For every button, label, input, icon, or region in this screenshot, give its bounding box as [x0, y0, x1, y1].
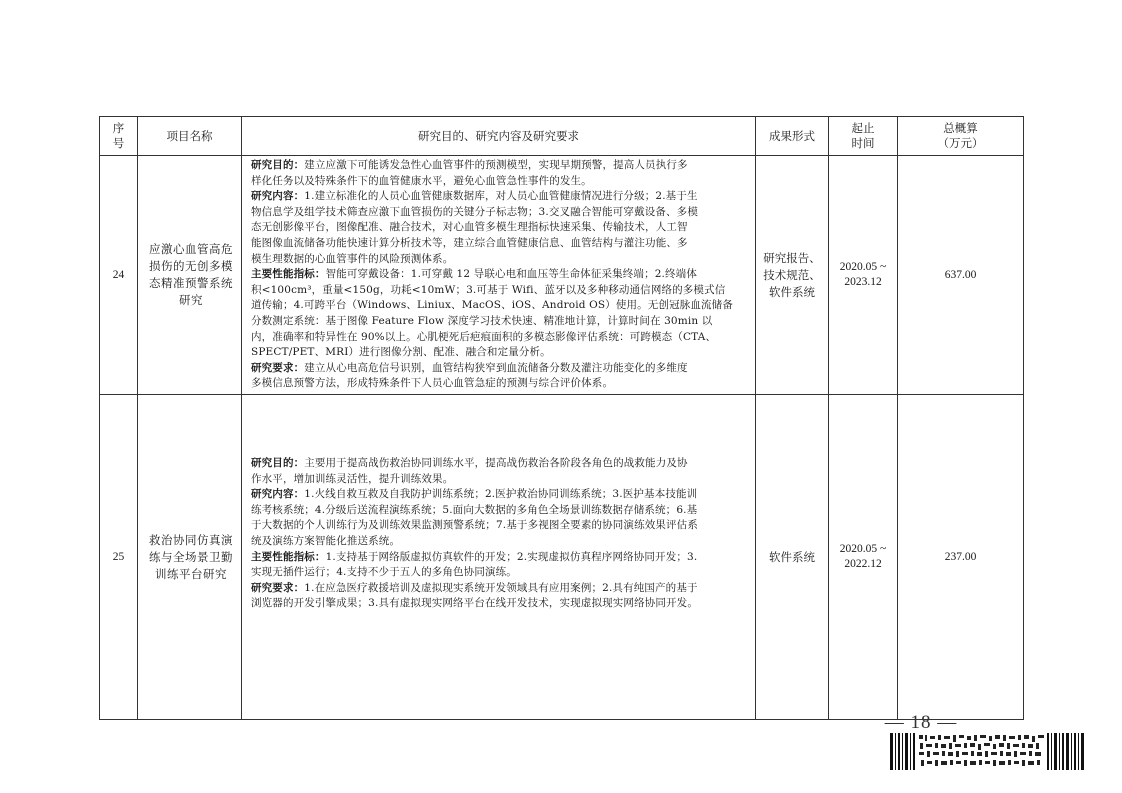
row-project-name: 救治协同仿真演 练与全场景卫勤 训练平台研究: [138, 395, 242, 720]
table-header-row: [100, 117, 1024, 156]
row-budget: 637.00: [898, 156, 1024, 395]
row-content: [242, 156, 756, 395]
table-row: [100, 156, 1024, 395]
table-row: [100, 395, 1024, 720]
barcode-icon: [889, 733, 1085, 770]
content-line: 研究要求：建立从心电高危信号识别，血管结构狭窄到血流储备分数及灌注功能变化的多维度: [251, 361, 688, 374]
row-content: [242, 395, 756, 720]
content-line: SPECT/PET、MRI）进行图像分割、配准、融合和定量分析。: [251, 346, 551, 359]
content-line: 主要性能指标：1.支持基于网络版虚拟仿真软件的开发；2.实现虚拟仿真程序网络协同开发；3.: [251, 550, 698, 563]
content-line: 模生理数据的心血管事件的风险预测体系。: [251, 252, 454, 265]
content-line: 浏览器的开发引擎成果；3.具有虚拟现实网络平台在线开发技术，实现虚拟现实网络协同开发。: [251, 597, 698, 610]
content-line: 样化任务以及特殊条件下的血管健康水平，避免心血管急性事件的发生。: [251, 174, 592, 187]
content-line: 分数测定系统：基于图像 Feature Flow 深度学习技术快速、精准地计算，计算时间在 30min 以: [251, 314, 713, 327]
row-seq: 25: [100, 395, 138, 720]
content-line: 练考核系统；4.分级后送流程演练系统；5.面向大数据的多角色全场景训练数据存储系统；6.基: [251, 503, 698, 516]
content-line: 于大数据的个人训练行为及训练效果监测预警系统；7.基于多视图全要素的协同演练效果评估系: [251, 519, 698, 532]
header-outcome: 成果形式: [756, 117, 829, 156]
row-period: 2020.05 ~ 2023.12: [829, 156, 898, 395]
page-number: — 18 —: [884, 712, 958, 733]
content-line: 内，准确率和特异性在 90%以上。心肌梗死后疤痕面积的多模态影像评估系统：可跨模态（CTA、: [251, 330, 717, 343]
header-name: 项目名称: [138, 117, 242, 156]
content-line: 研究目的：建立应激下可能诱发急性心血管事件的预测模型，实现早期预警，提高人员执行多: [251, 159, 688, 171]
content-line: 积<100cm³，重量<150g，功耗<10mW；3.可基于 Wifi、蓝牙以及多种移动通信网络的多模式信: [251, 283, 726, 296]
content-line: 统及演练方案智能化推送系统。: [251, 535, 401, 547]
header-seq: 序 号: [100, 117, 138, 156]
row-project-name: 应激心血管高危 损伤的无创多模 态精准预警系统 研究: [138, 156, 242, 395]
content-line: 作水平，增加训练灵活性，提升训练效果。: [251, 472, 454, 485]
content-line: 研究要求：1.在应急医疗救援培训及虚拟现实系统开发领域具有应用案例；2.具有纯国产的基于: [251, 581, 698, 594]
row-budget: 237.00: [898, 395, 1024, 720]
row-seq: 24: [100, 156, 138, 395]
header-content: 研究目的、研究内容及研究要求: [242, 117, 756, 156]
row-outcome: 软件系统: [756, 395, 829, 720]
row-outcome: 研究报告、 技术规范、 软件系统: [756, 156, 829, 395]
content-line: 研究目的：主要用于提高战伤救治协同训练水平，提高战伤救治各阶段各角色的战救能力及协: [251, 457, 688, 470]
content-line: 实现无插件运行；4.支持不少于五人的多角色协同演练。: [251, 566, 517, 579]
content-line: 物信息学及组学技术筛查应激下血管损伤的关键分子标志物；3.交叉融合智能可穿戴设备、多模: [251, 205, 698, 218]
content-line: 主要性能指标：智能可穿戴设备：1.可穿戴 12 导联心电和血压等生命体征采集终端；2.终端体: [251, 268, 697, 281]
content-line: 研究内容：1.建立标准化的人员心血管健康数据库，对人员心血管健康情况进行分级；2.基于生: [251, 190, 698, 203]
header-period: 起止 时间: [829, 117, 898, 156]
content-line: 能图像血流储备功能快速计算分析技术等，建立综合血管健康信息、血管结构与灌注功能、多: [251, 236, 688, 249]
row-period: 2020.05 ~ 2022.12: [829, 395, 898, 720]
content-line: 多模信息预警方法，形成特殊条件下人员心血管急症的预测与综合评价体系。: [251, 377, 614, 390]
content-line: 道传输；4.可跨平台（Windows、Liniux、MacOS、iOS、Android OS）使用。无创冠脉血流储备: [251, 299, 733, 312]
content-line: 态无创影像平台，图像配准、融合技术，对心血管多模生理指标快速采集、传输技术，人工智: [251, 221, 688, 234]
content-line: 研究内容：1.火线自救互救及自我防护训练系统；2.医护救治协同训练系统；3.医护基本技能训: [251, 488, 698, 501]
project-table: [99, 116, 1024, 720]
header-budget: 总概算 （万元）: [898, 117, 1024, 156]
